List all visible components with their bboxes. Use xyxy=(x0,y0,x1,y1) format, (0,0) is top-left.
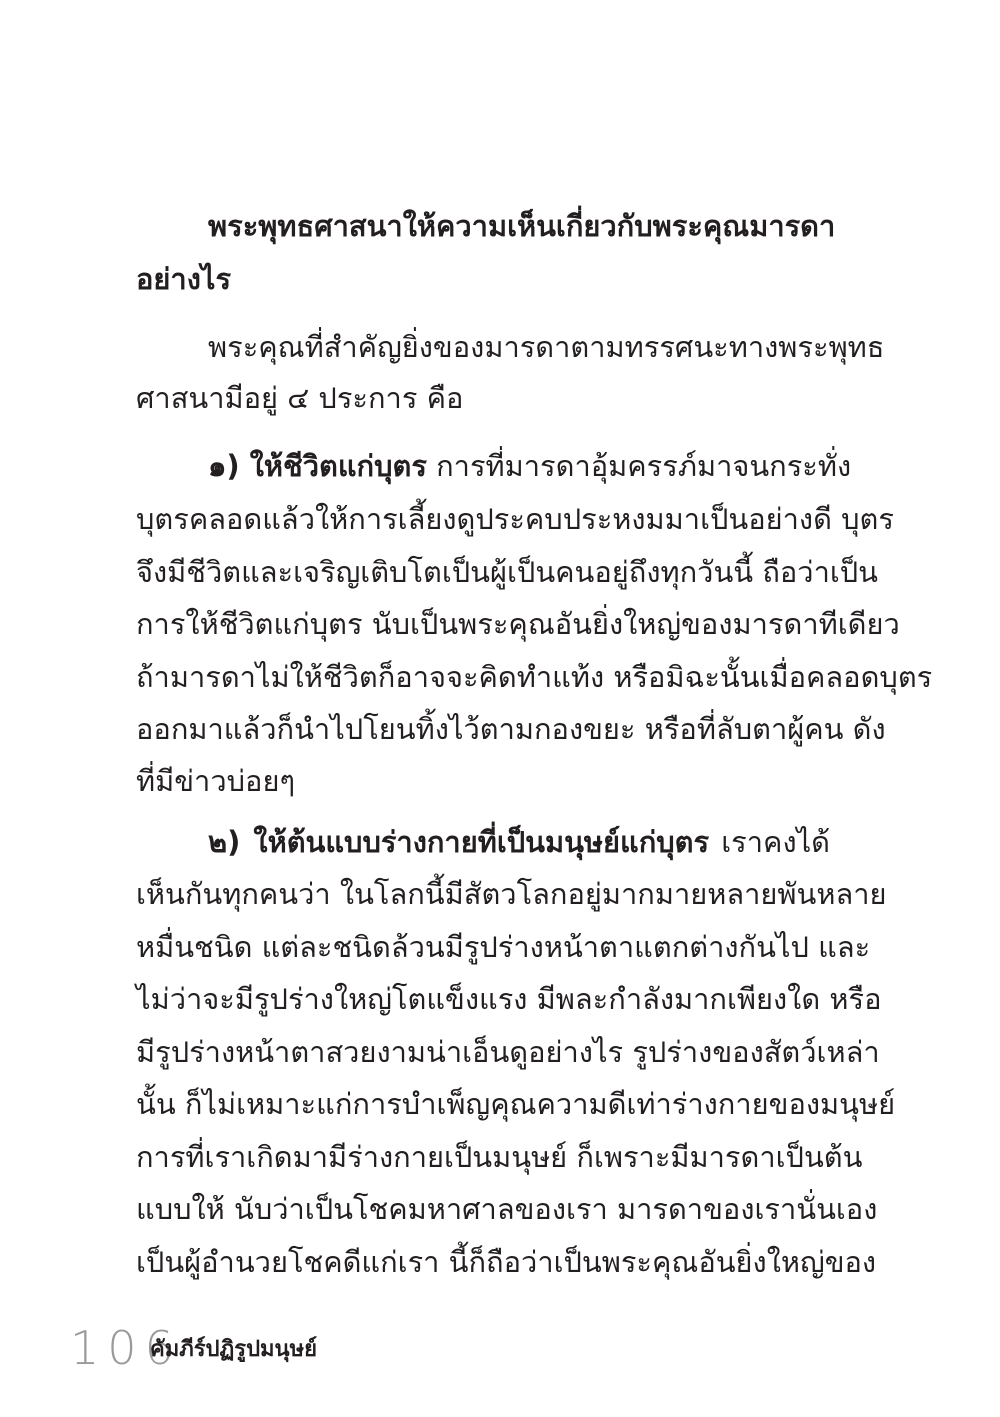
point2-line1-rest: เราคงได้ xyxy=(721,825,831,859)
point1-line1-rest: การที่มารดาอุ้มครรภ์มาจนกระทั่ง xyxy=(436,449,852,483)
point2-line: หมื่นชนิด แต่ละชนิดล้วนมีรูปร่างหน้าตาแตกต่างกันไป และ xyxy=(136,930,871,964)
point2-title: ๒) ให้ต้นแบบร่างกายที่เป็นมนุษย์แก่บุตร xyxy=(208,825,710,859)
section-heading-line1: พระพุทธศาสนาให้ความเห็นเกี่ยวกับพระคุณมารดา xyxy=(208,209,836,243)
point2-line: นั้น ก็ไม่เหมาะแก่การบำเพ็ญคุณความดีเท่าร่างกายของมนุษย์ xyxy=(136,1087,896,1121)
point2-line: เป็นผู้อำนวยโชคดีแก่เรา นี้ก็ถือว่าเป็นพระคุณอันยิ่งใหญ่ของ xyxy=(136,1245,877,1279)
point1-line: ถ้ามารดาไม่ให้ชีวิตก็อาจจะคิดทำแท้ง หรือมิฉะนั้นเมื่อคลอดบุตร xyxy=(136,660,933,694)
point2-line: มีรูปร่างหน้าตาสวยงามน่าเอ็นดูอย่างไร รูปร่างของสัตว์เหล่า xyxy=(136,1035,880,1069)
intro-line2: ศาสนามีอยู่ ๔ ประการ คือ xyxy=(136,381,464,415)
point2-line: แบบให้ นับว่าเป็นโชคมหาศาลของเรา มารดาของเรานั่นเอง xyxy=(136,1192,878,1226)
page-number: 106 xyxy=(70,1321,182,1375)
point1-line: บุตรคลอดแล้วให้การเลี้ยงดูประคบประหงมมาเป็นอย่างดี บุตร xyxy=(136,502,894,536)
intro-line1: พระคุณที่สำคัญยิ่งของมารดาตามทรรศนะทางพระพุทธ xyxy=(208,330,885,364)
point1-line: การให้ชีวิตแก่บุตร นับเป็นพระคุณอันยิ่งใหญ่ของมารดาทีเดียว xyxy=(136,607,900,641)
point2-line: ไม่ว่าจะมีรูปร่างใหญ่โตแข็งแรง มีพละกำลังมากเพียงใด หรือ xyxy=(136,982,882,1016)
book-title: คัมภีร์ปฏิรูปมนุษย์ xyxy=(150,1337,317,1362)
point1-line: ออกมาแล้วก็นำไปโยนทิ้งไว้ตามกองขยะ หรือที่ลับตาผู้คน ดัง xyxy=(136,712,886,746)
point2-line: เห็นกันทุกคนว่า ในโลกนี้มีสัตวโลกอยู่มากมายหลายพันหลาย xyxy=(136,877,887,911)
point1-line: จึงมีชีวิตและเจริญเติบโตเป็นผู้เป็นคนอยู่ถึงทุกวันนี้ ถือว่าเป็น xyxy=(136,555,879,589)
point2-line: การที่เราเกิดมามีร่างกายเป็นมนุษย์ ก็เพราะมีมารดาเป็นต้น xyxy=(136,1140,863,1174)
section-heading-line2: อย่างไร xyxy=(136,262,232,296)
point1-first-line xyxy=(208,439,852,493)
point1-line: ที่มีข่าวบ่อยๆ xyxy=(136,764,296,798)
point1-title: ๑) ให้ชีวิตแก่บุตร xyxy=(208,449,427,483)
point2-first-line xyxy=(208,815,830,869)
